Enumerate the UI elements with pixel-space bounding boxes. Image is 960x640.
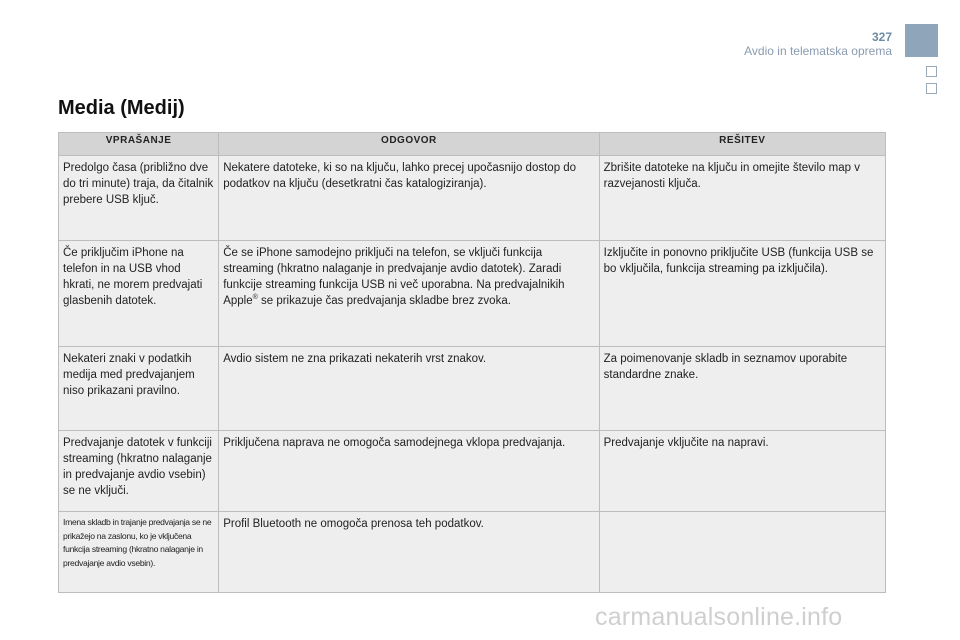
- registered-mark: ®: [252, 294, 258, 302]
- column-header-answer: ODGOVOR: [219, 133, 599, 156]
- answer-cell: Avdio sistem ne zna prikazati nekaterih vrst znakov.: [219, 347, 599, 431]
- table-row: [59, 241, 886, 347]
- question-cell: Predvajanje datotek v funkciji streaming (hkratno nalaganje in predvajanje avdio vsebin) se ne vključi.: [59, 431, 219, 512]
- answer-cell: [219, 241, 599, 347]
- table-row: [59, 347, 886, 431]
- column-header-solution: REŠITEV: [599, 133, 885, 156]
- question-cell: [59, 512, 219, 593]
- question-cell: Nekateri znaki v podatkih medija med predvajanjem niso prikazani pravilno.: [59, 347, 219, 431]
- solution-cell: Zbrišite datoteke na ključu in omejite število map v razvejanosti ključa.: [599, 156, 885, 241]
- solution-cell: Predvajanje vključite na napravi.: [599, 431, 885, 512]
- answer-cell: Priključena naprava ne omogoča samodejnega vklopa predvajanja.: [219, 431, 599, 512]
- chapter-tab: [905, 24, 938, 57]
- solution-cell: Za poimenovanje skladb in seznamov uporabite standardne znake.: [599, 347, 885, 431]
- table-row: [59, 156, 886, 241]
- chapter-marker-box: [926, 66, 937, 77]
- page-number: 327: [871, 30, 892, 44]
- question-cell: Če priključim iPhone na telefon in na USB vhod hkrati, ne morem predvajati glasbenih datotek.: [59, 241, 219, 347]
- question-cell: Predolgo časa (približno dve do tri minute) traja, da čitalnik prebere USB ključ.: [59, 156, 219, 241]
- watermark: carmanualsonline.info: [595, 603, 843, 631]
- solution-cell: Izključite in ponovno priključite USB (funkcija USB se bo vključila, funkcija streaming pa izključila).: [599, 241, 885, 347]
- page-title: Media (Medij): [58, 97, 185, 119]
- answer-cell: Profil Bluetooth ne omogoča prenosa teh podatkov.: [219, 512, 599, 593]
- table-header-row: [59, 133, 886, 156]
- column-header-question: VPRAŠANJE: [59, 133, 219, 156]
- answer-cell: Nekatere datoteke, ki so na ključu, lahko precej upočasnijo dostop do podatkov na ključu (desetkratni čas katalogiziranja).: [219, 156, 599, 241]
- chapter-marker-box: [926, 83, 937, 94]
- answer-text: Če se iPhone samodejno priključi na telefon, se vključi funkcija streaming (hkratno nalaganje in predvajanje avdio datotek). Zaradi funkcije streaming funkcija USB ni več uporabna. Na predvajalnikih Apple: [223, 247, 565, 307]
- section-title: Avdio in telematska oprema: [744, 44, 892, 58]
- table-row: [59, 512, 886, 593]
- question-text: Imena skladb in trajanje predvajanja se ne prikažejo na zaslonu, ko je vključena funkcija streaming (hkratno nalaganje in predvajanje avdio vsebin).: [63, 517, 212, 568]
- solution-cell: [599, 512, 885, 593]
- answer-text: se prikazuje čas predvajanja skladbe brez zvoka.: [257, 295, 511, 307]
- table-row: [59, 431, 886, 512]
- faq-table: [58, 132, 886, 593]
